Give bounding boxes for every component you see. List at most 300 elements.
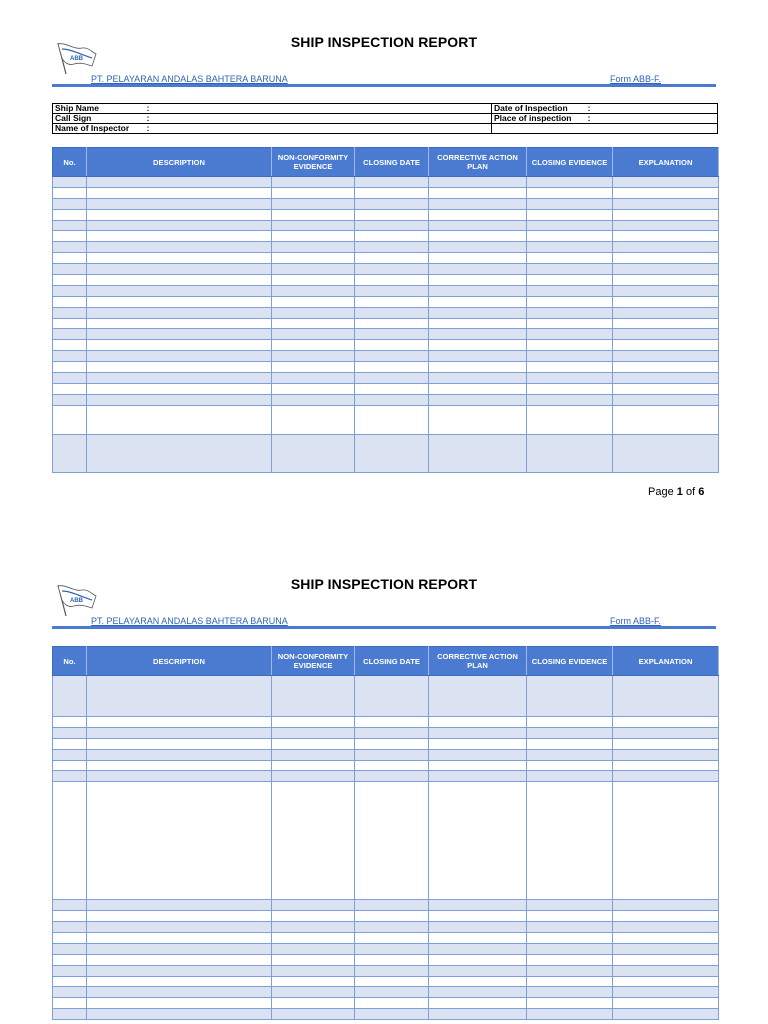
table-cell[interactable] xyxy=(272,340,355,351)
place-of-inspection-field[interactable] xyxy=(492,114,718,124)
table-cell[interactable] xyxy=(87,922,272,933)
table-cell[interactable] xyxy=(613,1009,719,1020)
table-cell[interactable] xyxy=(87,187,272,198)
table-cell[interactable] xyxy=(527,275,613,286)
table-cell[interactable] xyxy=(613,329,719,340)
table-cell[interactable] xyxy=(272,351,355,362)
table-cell[interactable] xyxy=(613,727,719,738)
table-cell[interactable] xyxy=(527,922,613,933)
table-cell[interactable] xyxy=(87,275,272,286)
table-cell[interactable] xyxy=(53,362,87,373)
table-cell[interactable] xyxy=(355,943,429,954)
table-cell[interactable] xyxy=(527,285,613,296)
table-cell[interactable] xyxy=(613,760,719,771)
table-cell[interactable] xyxy=(613,676,719,717)
table-cell[interactable] xyxy=(272,231,355,242)
table-cell[interactable] xyxy=(272,405,355,434)
table-cell[interactable] xyxy=(87,351,272,362)
table-cell[interactable] xyxy=(429,351,527,362)
table-cell[interactable] xyxy=(429,676,527,717)
date-of-inspection-field[interactable] xyxy=(492,104,718,114)
table-cell[interactable] xyxy=(272,362,355,373)
table-cell[interactable] xyxy=(527,264,613,275)
table-cell[interactable] xyxy=(527,749,613,760)
table-cell[interactable] xyxy=(272,782,355,900)
table-cell[interactable] xyxy=(87,738,272,749)
table-cell[interactable] xyxy=(355,965,429,976)
table-cell[interactable] xyxy=(613,362,719,373)
table-cell[interactable] xyxy=(272,264,355,275)
table-cell[interactable] xyxy=(53,177,87,188)
table-cell[interactable] xyxy=(272,943,355,954)
table-cell[interactable] xyxy=(527,965,613,976)
table-cell[interactable] xyxy=(355,296,429,307)
table-cell[interactable] xyxy=(613,782,719,900)
table-cell[interactable] xyxy=(527,717,613,728)
table-cell[interactable] xyxy=(355,771,429,782)
table-cell[interactable] xyxy=(355,749,429,760)
table-cell[interactable] xyxy=(53,760,87,771)
table-cell[interactable] xyxy=(355,383,429,394)
table-cell[interactable] xyxy=(355,760,429,771)
table-cell[interactable] xyxy=(613,220,719,231)
table-cell[interactable] xyxy=(87,749,272,760)
table-cell[interactable] xyxy=(272,738,355,749)
table-cell[interactable] xyxy=(527,329,613,340)
table-cell[interactable] xyxy=(87,394,272,405)
table-cell[interactable] xyxy=(355,976,429,987)
table-cell[interactable] xyxy=(53,329,87,340)
table-cell[interactable] xyxy=(527,373,613,384)
table-cell[interactable] xyxy=(429,253,527,264)
table-cell[interactable] xyxy=(613,351,719,362)
table-cell[interactable] xyxy=(429,922,527,933)
table-cell[interactable] xyxy=(272,976,355,987)
table-cell[interactable] xyxy=(272,1009,355,1020)
table-cell[interactable] xyxy=(53,998,87,1009)
table-cell[interactable] xyxy=(429,749,527,760)
table-cell[interactable] xyxy=(87,727,272,738)
table-cell[interactable] xyxy=(272,394,355,405)
table-cell[interactable] xyxy=(87,998,272,1009)
table-cell[interactable] xyxy=(53,373,87,384)
table-cell[interactable] xyxy=(272,373,355,384)
table-cell[interactable] xyxy=(429,738,527,749)
table-cell[interactable] xyxy=(355,900,429,911)
table-cell[interactable] xyxy=(53,933,87,944)
table-cell[interactable] xyxy=(613,922,719,933)
table-cell[interactable] xyxy=(272,933,355,944)
table-cell[interactable] xyxy=(527,242,613,253)
table-cell[interactable] xyxy=(87,362,272,373)
table-cell[interactable] xyxy=(272,383,355,394)
table-cell[interactable] xyxy=(527,220,613,231)
table-cell[interactable] xyxy=(527,954,613,965)
table-cell[interactable] xyxy=(429,362,527,373)
table-cell[interactable] xyxy=(429,307,527,318)
table-cell[interactable] xyxy=(613,717,719,728)
table-cell[interactable] xyxy=(272,900,355,911)
table-cell[interactable] xyxy=(527,394,613,405)
table-cell[interactable] xyxy=(87,242,272,253)
table-cell[interactable] xyxy=(613,954,719,965)
table-cell[interactable] xyxy=(429,275,527,286)
table-cell[interactable] xyxy=(53,209,87,220)
table-cell[interactable] xyxy=(87,198,272,209)
table-cell[interactable] xyxy=(613,987,719,998)
table-cell[interactable] xyxy=(53,1009,87,1020)
table-cell[interactable] xyxy=(272,187,355,198)
table-cell[interactable] xyxy=(613,242,719,253)
table-cell[interactable] xyxy=(613,738,719,749)
table-cell[interactable] xyxy=(87,434,272,472)
table-cell[interactable] xyxy=(355,264,429,275)
inspector-name-field[interactable] xyxy=(53,124,492,134)
table-cell[interactable] xyxy=(53,943,87,954)
table-cell[interactable] xyxy=(429,318,527,329)
table-cell[interactable] xyxy=(53,231,87,242)
table-cell[interactable] xyxy=(272,242,355,253)
table-cell[interactable] xyxy=(355,285,429,296)
table-cell[interactable] xyxy=(53,911,87,922)
table-cell[interactable] xyxy=(527,362,613,373)
table-cell[interactable] xyxy=(527,198,613,209)
table-cell[interactable] xyxy=(87,220,272,231)
table-cell[interactable] xyxy=(355,187,429,198)
table-cell[interactable] xyxy=(53,253,87,264)
table-cell[interactable] xyxy=(87,911,272,922)
table-cell[interactable] xyxy=(53,717,87,728)
table-cell[interactable] xyxy=(355,231,429,242)
table-cell[interactable] xyxy=(53,727,87,738)
table-cell[interactable] xyxy=(429,900,527,911)
table-cell[interactable] xyxy=(429,998,527,1009)
table-cell[interactable] xyxy=(429,943,527,954)
table-cell[interactable] xyxy=(613,307,719,318)
table-cell[interactable] xyxy=(429,209,527,220)
table-cell[interactable] xyxy=(272,209,355,220)
table-cell[interactable] xyxy=(613,296,719,307)
table-cell[interactable] xyxy=(355,987,429,998)
table-cell[interactable] xyxy=(355,676,429,717)
table-cell[interactable] xyxy=(272,987,355,998)
table-cell[interactable] xyxy=(429,394,527,405)
table-cell[interactable] xyxy=(527,405,613,434)
table-cell[interactable] xyxy=(613,318,719,329)
table-cell[interactable] xyxy=(527,177,613,188)
table-cell[interactable] xyxy=(429,954,527,965)
table-cell[interactable] xyxy=(613,231,719,242)
table-cell[interactable] xyxy=(355,220,429,231)
table-cell[interactable] xyxy=(613,394,719,405)
table-cell[interactable] xyxy=(613,340,719,351)
table-cell[interactable] xyxy=(527,943,613,954)
table-cell[interactable] xyxy=(527,340,613,351)
table-cell[interactable] xyxy=(87,954,272,965)
table-cell[interactable] xyxy=(53,242,87,253)
table-cell[interactable] xyxy=(613,285,719,296)
table-cell[interactable] xyxy=(613,976,719,987)
table-cell[interactable] xyxy=(613,177,719,188)
table-cell[interactable] xyxy=(527,1009,613,1020)
table-cell[interactable] xyxy=(53,965,87,976)
table-cell[interactable] xyxy=(429,727,527,738)
table-cell[interactable] xyxy=(355,954,429,965)
table-cell[interactable] xyxy=(429,220,527,231)
table-cell[interactable] xyxy=(355,198,429,209)
call-sign-field[interactable] xyxy=(53,114,492,124)
table-cell[interactable] xyxy=(272,434,355,472)
table-cell[interactable] xyxy=(527,296,613,307)
table-cell[interactable] xyxy=(272,771,355,782)
table-cell[interactable] xyxy=(355,394,429,405)
table-cell[interactable] xyxy=(53,340,87,351)
table-cell[interactable] xyxy=(527,318,613,329)
table-cell[interactable] xyxy=(53,187,87,198)
table-cell[interactable] xyxy=(53,900,87,911)
table-cell[interactable] xyxy=(87,373,272,384)
table-cell[interactable] xyxy=(272,911,355,922)
table-cell[interactable] xyxy=(527,209,613,220)
table-cell[interactable] xyxy=(613,933,719,944)
table-cell[interactable] xyxy=(53,434,87,472)
table-cell[interactable] xyxy=(613,943,719,954)
table-cell[interactable] xyxy=(272,198,355,209)
table-cell[interactable] xyxy=(527,383,613,394)
table-cell[interactable] xyxy=(527,231,613,242)
table-cell[interactable] xyxy=(355,405,429,434)
table-cell[interactable] xyxy=(87,760,272,771)
table-cell[interactable] xyxy=(429,760,527,771)
table-cell[interactable] xyxy=(527,933,613,944)
table-cell[interactable] xyxy=(53,922,87,933)
table-cell[interactable] xyxy=(613,771,719,782)
table-cell[interactable] xyxy=(527,760,613,771)
table-cell[interactable] xyxy=(272,717,355,728)
table-cell[interactable] xyxy=(272,329,355,340)
table-cell[interactable] xyxy=(87,900,272,911)
table-cell[interactable] xyxy=(355,351,429,362)
table-cell[interactable] xyxy=(272,676,355,717)
table-cell[interactable] xyxy=(87,943,272,954)
table-cell[interactable] xyxy=(87,209,272,220)
table-cell[interactable] xyxy=(355,340,429,351)
table-cell[interactable] xyxy=(53,782,87,900)
table-cell[interactable] xyxy=(613,209,719,220)
table-cell[interactable] xyxy=(272,253,355,264)
table-cell[interactable] xyxy=(87,976,272,987)
table-cell[interactable] xyxy=(87,676,272,717)
table-cell[interactable] xyxy=(272,296,355,307)
table-cell[interactable] xyxy=(272,177,355,188)
table-cell[interactable] xyxy=(613,264,719,275)
table-cell[interactable] xyxy=(355,362,429,373)
table-cell[interactable] xyxy=(355,922,429,933)
table-cell[interactable] xyxy=(613,253,719,264)
table-cell[interactable] xyxy=(355,373,429,384)
table-cell[interactable] xyxy=(355,727,429,738)
table-cell[interactable] xyxy=(527,911,613,922)
table-cell[interactable] xyxy=(87,264,272,275)
table-cell[interactable] xyxy=(429,296,527,307)
table-cell[interactable] xyxy=(355,738,429,749)
table-cell[interactable] xyxy=(613,434,719,472)
table-cell[interactable] xyxy=(355,782,429,900)
table-cell[interactable] xyxy=(87,405,272,434)
table-cell[interactable] xyxy=(355,242,429,253)
table-cell[interactable] xyxy=(613,373,719,384)
table-cell[interactable] xyxy=(429,933,527,944)
table-cell[interactable] xyxy=(53,285,87,296)
table-cell[interactable] xyxy=(429,976,527,987)
table-cell[interactable] xyxy=(53,405,87,434)
table-cell[interactable] xyxy=(527,738,613,749)
table-cell[interactable] xyxy=(87,771,272,782)
table-cell[interactable] xyxy=(355,434,429,472)
table-cell[interactable] xyxy=(613,275,719,286)
table-cell[interactable] xyxy=(87,177,272,188)
table-cell[interactable] xyxy=(429,1009,527,1020)
table-cell[interactable] xyxy=(53,351,87,362)
table-cell[interactable] xyxy=(429,717,527,728)
table-cell[interactable] xyxy=(87,987,272,998)
table-cell[interactable] xyxy=(613,383,719,394)
table-cell[interactable] xyxy=(87,383,272,394)
table-cell[interactable] xyxy=(613,998,719,1009)
table-cell[interactable] xyxy=(429,329,527,340)
table-cell[interactable] xyxy=(87,285,272,296)
table-cell[interactable] xyxy=(272,275,355,286)
table-cell[interactable] xyxy=(613,749,719,760)
table-cell[interactable] xyxy=(355,911,429,922)
table-cell[interactable] xyxy=(272,760,355,771)
table-cell[interactable] xyxy=(527,976,613,987)
table-cell[interactable] xyxy=(355,209,429,220)
table-cell[interactable] xyxy=(87,296,272,307)
table-cell[interactable] xyxy=(355,307,429,318)
table-cell[interactable] xyxy=(87,717,272,728)
table-cell[interactable] xyxy=(272,954,355,965)
table-cell[interactable] xyxy=(355,275,429,286)
table-cell[interactable] xyxy=(272,727,355,738)
table-cell[interactable] xyxy=(429,340,527,351)
table-cell[interactable] xyxy=(53,220,87,231)
table-cell[interactable] xyxy=(87,307,272,318)
table-cell[interactable] xyxy=(272,749,355,760)
table-cell[interactable] xyxy=(613,911,719,922)
table-cell[interactable] xyxy=(429,242,527,253)
table-cell[interactable] xyxy=(527,187,613,198)
table-cell[interactable] xyxy=(429,965,527,976)
table-cell[interactable] xyxy=(613,965,719,976)
table-cell[interactable] xyxy=(613,198,719,209)
table-cell[interactable] xyxy=(87,318,272,329)
table-cell[interactable] xyxy=(355,318,429,329)
table-cell[interactable] xyxy=(87,1009,272,1020)
table-cell[interactable] xyxy=(355,933,429,944)
table-cell[interactable] xyxy=(272,285,355,296)
table-cell[interactable] xyxy=(53,738,87,749)
table-cell[interactable] xyxy=(53,976,87,987)
table-cell[interactable] xyxy=(527,727,613,738)
table-cell[interactable] xyxy=(527,434,613,472)
table-cell[interactable] xyxy=(429,383,527,394)
table-cell[interactable] xyxy=(53,954,87,965)
table-cell[interactable] xyxy=(429,285,527,296)
table-cell[interactable] xyxy=(272,922,355,933)
table-cell[interactable] xyxy=(613,187,719,198)
table-cell[interactable] xyxy=(429,771,527,782)
table-cell[interactable] xyxy=(355,717,429,728)
table-cell[interactable] xyxy=(87,965,272,976)
table-cell[interactable] xyxy=(53,749,87,760)
table-cell[interactable] xyxy=(527,307,613,318)
table-cell[interactable] xyxy=(429,231,527,242)
table-cell[interactable] xyxy=(53,264,87,275)
table-cell[interactable] xyxy=(429,198,527,209)
table-cell[interactable] xyxy=(527,351,613,362)
table-cell[interactable] xyxy=(355,253,429,264)
table-cell[interactable] xyxy=(53,676,87,717)
table-cell[interactable] xyxy=(429,987,527,998)
table-cell[interactable] xyxy=(53,394,87,405)
table-cell[interactable] xyxy=(429,405,527,434)
table-cell[interactable] xyxy=(272,307,355,318)
table-cell[interactable] xyxy=(87,782,272,900)
table-cell[interactable] xyxy=(272,220,355,231)
table-cell[interactable] xyxy=(527,676,613,717)
table-cell[interactable] xyxy=(53,307,87,318)
table-cell[interactable] xyxy=(272,998,355,1009)
table-cell[interactable] xyxy=(355,998,429,1009)
table-cell[interactable] xyxy=(355,177,429,188)
table-cell[interactable] xyxy=(272,318,355,329)
table-cell[interactable] xyxy=(87,253,272,264)
table-cell[interactable] xyxy=(613,405,719,434)
table-cell[interactable] xyxy=(429,434,527,472)
table-cell[interactable] xyxy=(429,373,527,384)
table-cell[interactable] xyxy=(527,900,613,911)
table-cell[interactable] xyxy=(272,965,355,976)
table-cell[interactable] xyxy=(613,900,719,911)
table-cell[interactable] xyxy=(53,198,87,209)
table-cell[interactable] xyxy=(87,231,272,242)
table-cell[interactable] xyxy=(429,177,527,188)
table-cell[interactable] xyxy=(53,275,87,286)
table-cell[interactable] xyxy=(355,329,429,340)
table-cell[interactable] xyxy=(87,329,272,340)
table-cell[interactable] xyxy=(527,987,613,998)
table-cell[interactable] xyxy=(527,782,613,900)
table-cell[interactable] xyxy=(429,782,527,900)
table-cell[interactable] xyxy=(87,340,272,351)
table-cell[interactable] xyxy=(527,998,613,1009)
table-cell[interactable] xyxy=(87,933,272,944)
table-cell[interactable] xyxy=(53,296,87,307)
table-cell[interactable] xyxy=(429,264,527,275)
table-cell[interactable] xyxy=(53,383,87,394)
table-cell[interactable] xyxy=(429,911,527,922)
ship-name-field[interactable] xyxy=(53,104,492,114)
table-cell[interactable] xyxy=(527,253,613,264)
table-cell[interactable] xyxy=(53,987,87,998)
table-cell[interactable] xyxy=(53,318,87,329)
table-cell[interactable] xyxy=(527,771,613,782)
table-cell[interactable] xyxy=(355,1009,429,1020)
info-empty-cell[interactable] xyxy=(492,124,718,134)
table-cell[interactable] xyxy=(429,187,527,198)
table-cell[interactable] xyxy=(53,771,87,782)
